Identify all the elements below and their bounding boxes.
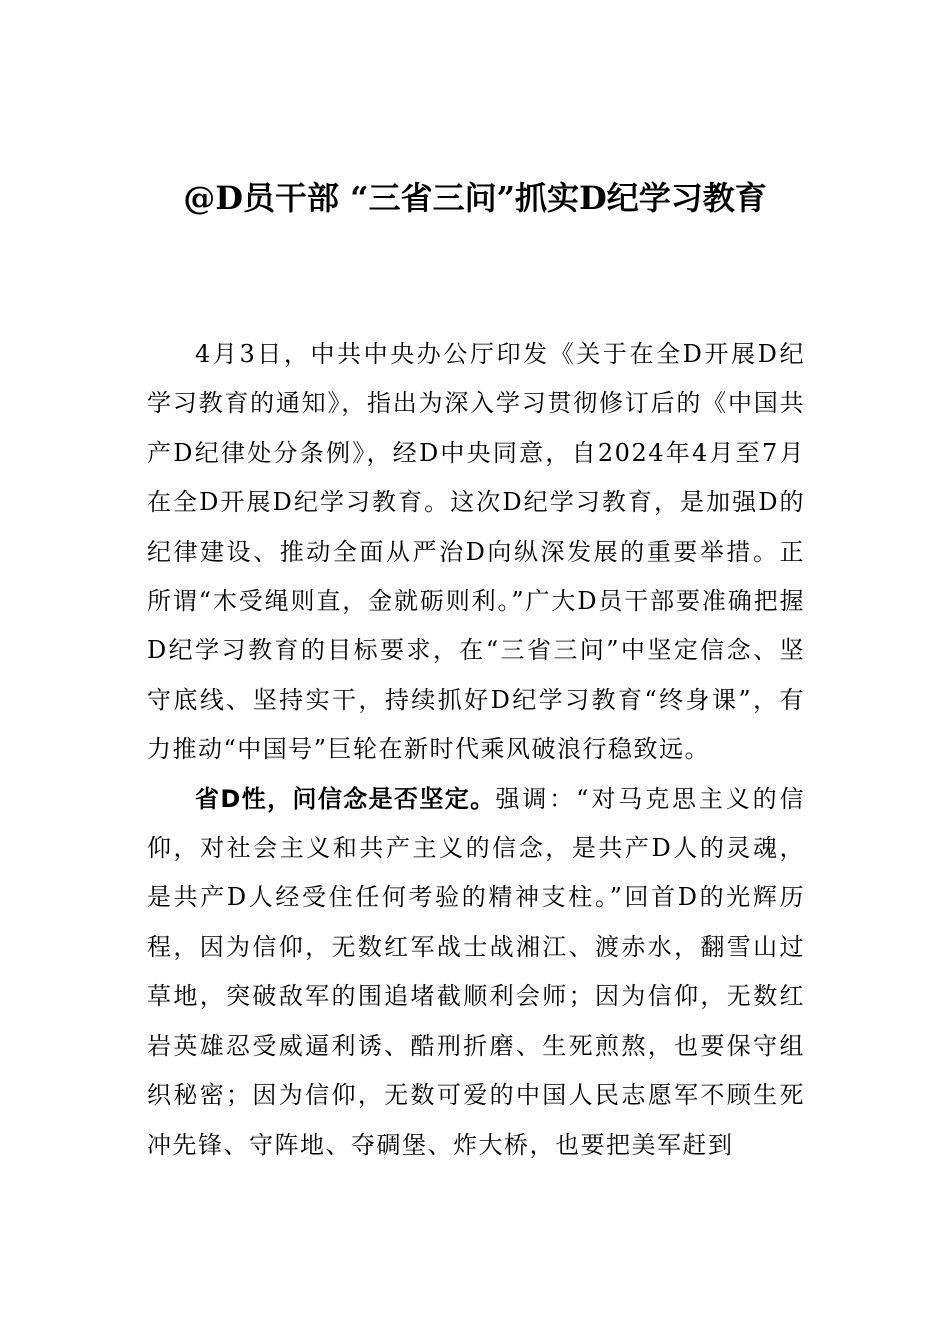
document-body bbox=[147, 330, 805, 1170]
paragraph-party-spirit-text: 强调：“对马克思主义的信仰，对社会主义和共产主义的信念，是共产D人的灵魂，是共产D人经受住任何考验的精神支柱。”回首D的光辉历程，因为信仰，无数红军战士战湘江、渡赤水，翻雪山过草地，突破敌军的围追堵截顺利会师；因为信仰，无数红岩英雄忍受威逼利诱、酷刑折磨、生死煎熬，也要保守组织秘密；因为信仰，无数可爱的中国人民志愿军不顾生死冲先锋、守阵地、夺碉堡、炸大桥，也要把美军赶到 bbox=[147, 784, 805, 1159]
paragraph-party-spirit bbox=[147, 775, 805, 1170]
document-title: @D员干部 “三省三问”抓实D纪学习教育 bbox=[183, 179, 767, 217]
paragraph-party-spirit-heading: 省D性，问信念是否坚定。 bbox=[195, 784, 496, 813]
paragraph-intro bbox=[147, 330, 805, 775]
paragraph-intro-text: 4月3日，中共中央办公厅印发《关于在全D开展D纪学习教育的通知》，指出为深入学习贯彻修订后的《中国共产D纪律处分条例》，经D中央同意，自2024年4月至7月在全D开展D纪学习教育。这次D纪学习教育，是加强D的纪律建设、推动全面从严治D向纵深发展的重要举措。正所谓“木受绳则直，金就砺则利。”广大D员干部要准确把握D纪学习教育的目标要求，在“三省三问”中坚定信念、坚守底线、坚持实干，持续抓好D纪学习教育“终身课”，有力推动“中国号”巨轮在新时代乘风破浪行稳致远。 bbox=[147, 340, 805, 764]
